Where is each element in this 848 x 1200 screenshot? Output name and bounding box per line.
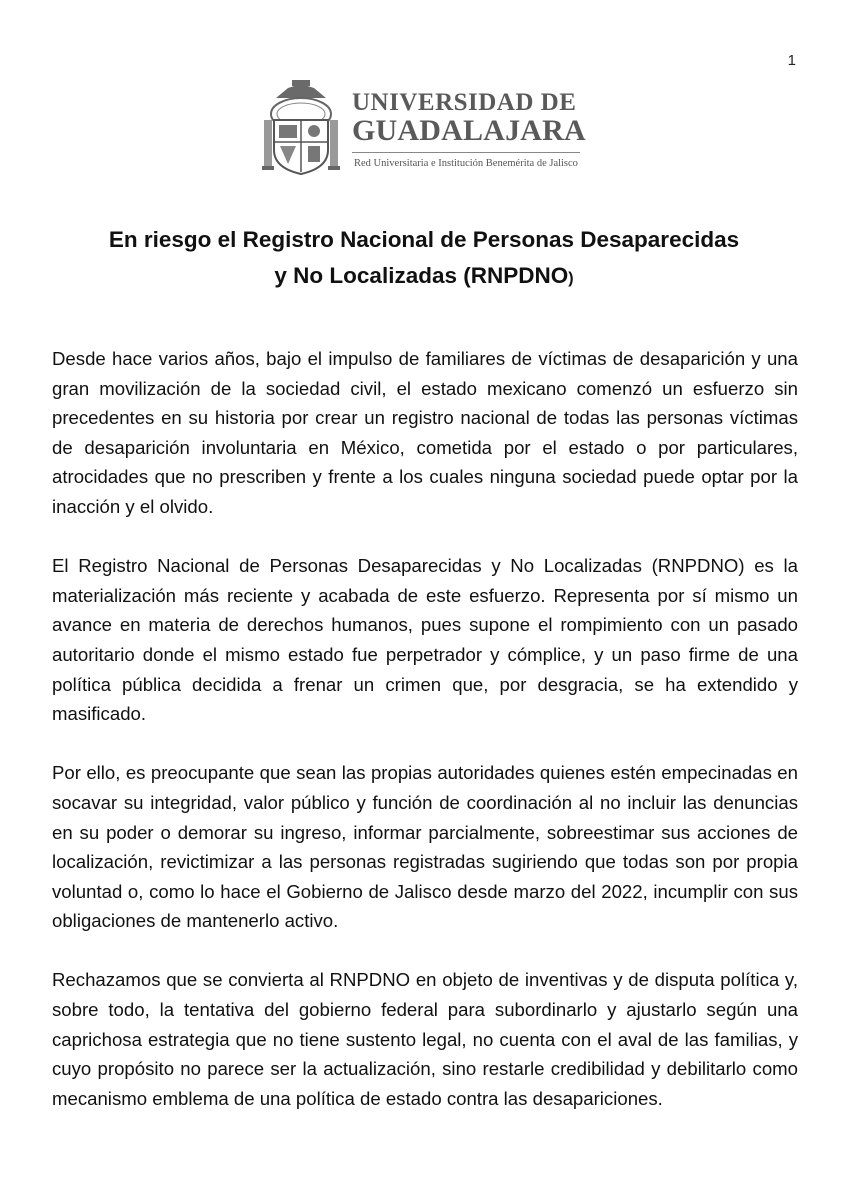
paragraph-4: Rechazamos que se convierta al RNPDNO en objeto de inventivas y de disputa política y, sobre todo, la tentativa del gobierno federal para subordinarlo y ajustarlo según una caprichosa estrategia que no tiene sustento legal, no cuenta con el aval de las familias, y cuyo propósito no parece ser la actualización, sino restarle credibilidad y debilitarlo como mecanismo emblema de una política de estado contra las desapariciones. — [52, 969, 798, 1109]
title-closing-paren: ) — [568, 270, 574, 287]
title-line2: y No Localizadas (RNPDNO — [274, 263, 569, 288]
university-logo — [262, 80, 602, 180]
university-name-line2: GUADALAJARA — [352, 114, 586, 147]
paragraph-1: Desde hace varios años, bajo el impulso de familiares de víctimas de desaparición y una gran movilización de la sociedad civil, el estado mexicano comenzó un esfuerzo sin precedentes en su historia por crear un registro nacional de todas las personas víctimas de desaparición involuntaria en México, cometida por el estado o por particulares, atrocidades que no prescriben y frente a los cuales ninguna sociedad puede optar por la inacción y el olvido. — [52, 348, 798, 517]
paragraph-3: Por ello, es preocupante que sean las propias autoridades quienes estén empecinadas en socavar su integridad, valor público y función de coordinación al no incluir las denuncias en su poder o demorar su ingreso, informar parcialmente, sobreestimar sus acciones de localización, revictimizar a las personas registradas sugiriendo que todas son por propia voluntad o, como lo hace el Gobierno de Jalisco desde marzo del 2022, incumplir con sus obligaciones de mantenerlo activo. — [52, 762, 798, 932]
document-title — [40, 222, 808, 297]
university-subtitle: Red Universitaria e Institución Benemérita de Jalisco — [354, 158, 578, 169]
document-body — [52, 344, 798, 1143]
logo-divider — [352, 152, 580, 153]
university-seal-icon — [262, 80, 340, 176]
university-name — [352, 90, 586, 146]
university-name-line1: UNIVERSIDAD DE — [352, 89, 577, 116]
page-number: 1 — [787, 52, 796, 69]
paragraph-2: El Registro Nacional de Personas Desaparecidas y No Localizadas (RNPDNO) es la materialización más reciente y acabada de este esfuerzo. Representa por sí mismo un avance en materia de derechos humanos, pues supone el rompimiento con un pasado autoritario donde el mismo estado fue perpetrador y cómplice, y un paso firme de una política pública decidida a frenar un crimen que, por desgracia, se ha extendido y masificado. — [52, 555, 798, 725]
title-line1: En riesgo el Registro Nacional de Personas Desaparecidas — [108, 227, 740, 252]
